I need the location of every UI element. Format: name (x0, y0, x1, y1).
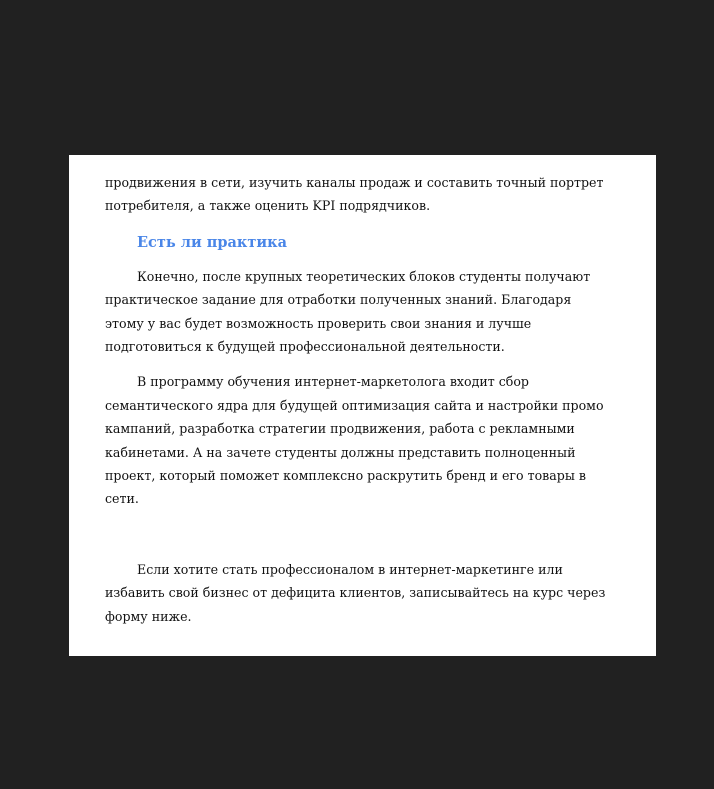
practice-paragraph: Конечно, после крупных теоретических блоков студенты получают практическое задание для отработки полученных знаний. Благодаря этому у вас будет возможность проверить свои знания и лучше подготовиться к будущей профессиональной деятельности. (105, 268, 591, 355)
paragraph-spacer (105, 358, 606, 370)
empty-line-spacer (105, 511, 606, 558)
program-paragraph: В программу обучения интернет-маркетолога входит сбор семантического ядра для будущей оптимизация сайта и настройки промо кампаний, разработка стратегии продвижения, работа с рекламными кабинетами. А на зачете студенты должны представить полноценный проект, который поможет комплексно раскрутить бренд и его товары в сети. (105, 374, 604, 507)
section-heading: Есть ли практика (137, 233, 288, 251)
intro-paragraph: продвижения в сети, изучить каналы продаж и составить точный портрет потребителя, а также оценить KPI подрядчиков. (105, 175, 604, 214)
document-page (69, 155, 656, 656)
call-to-action-paragraph: Если хотите стать профессионалом в интернет-маркетинге или избавить свой бизнес от дефицита клиентов, записывайтесь на курс через форму ниже. (105, 561, 606, 624)
